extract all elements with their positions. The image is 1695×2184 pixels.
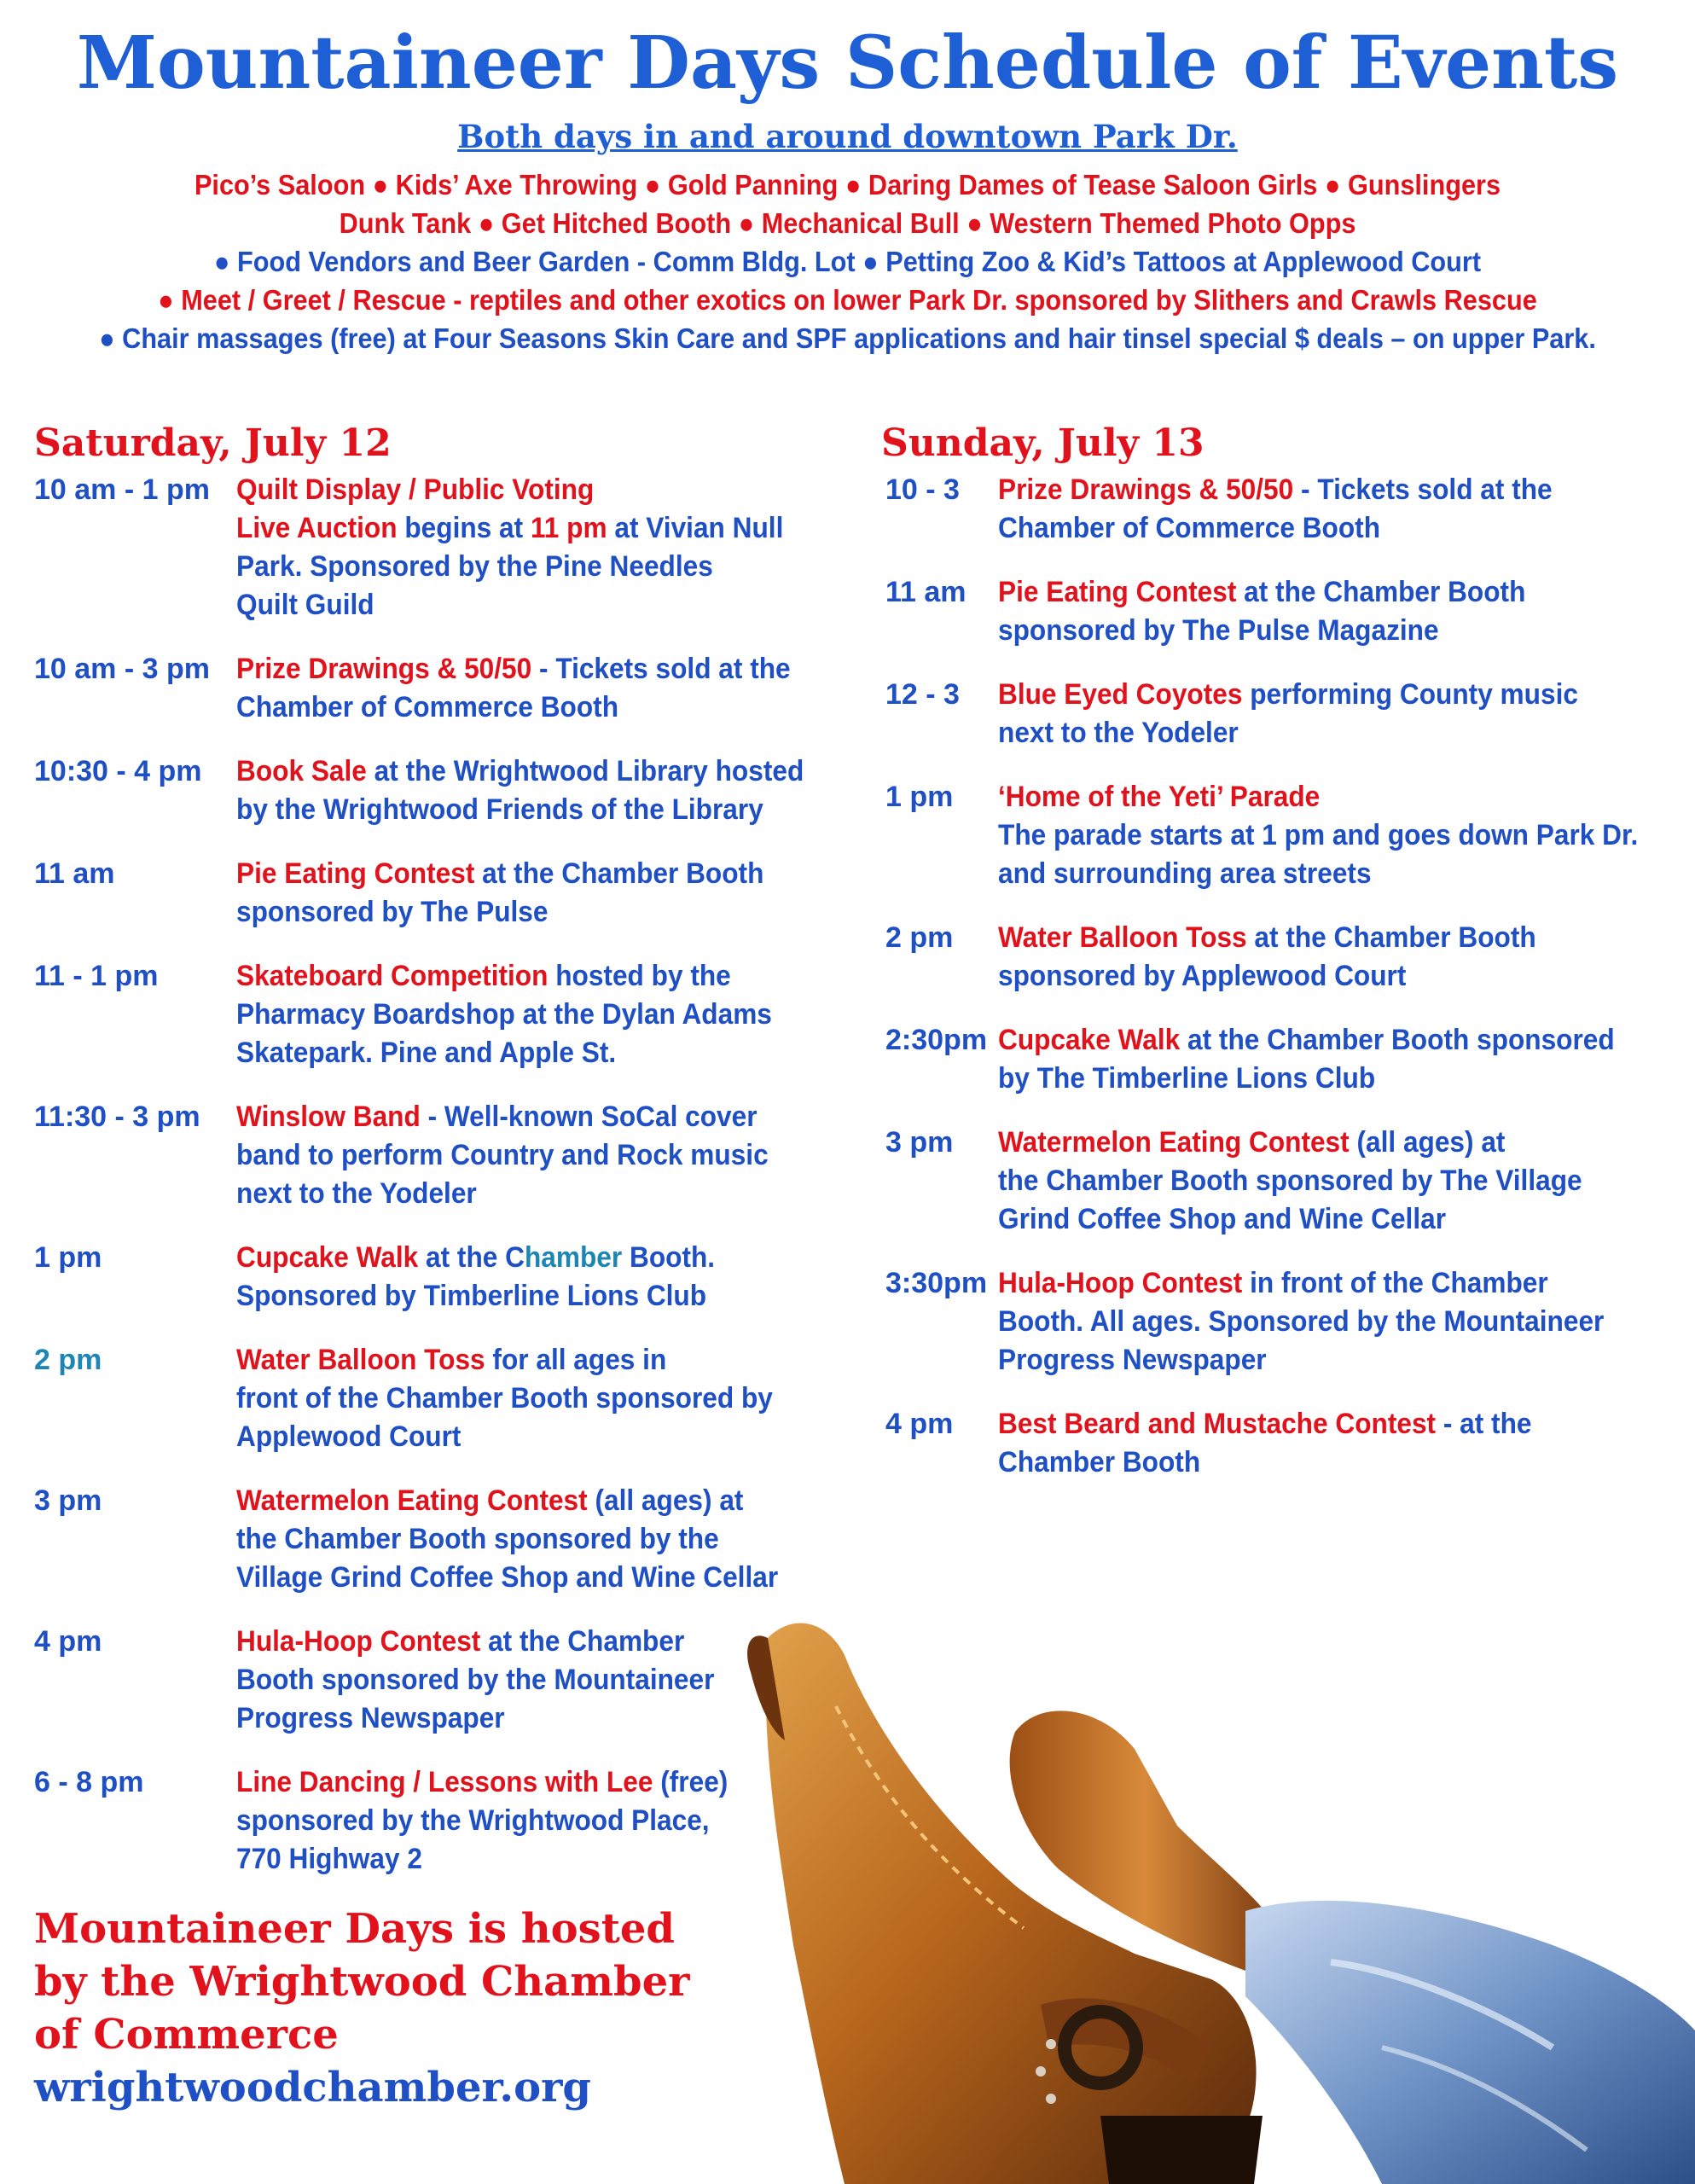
event-time: 3:30pm xyxy=(885,1267,988,1299)
sunday-event-yeti-parade xyxy=(885,778,1687,893)
event-text: (all ages) at xyxy=(587,1484,744,1517)
event-text: at Vivian Null xyxy=(607,512,784,544)
event-description xyxy=(998,1124,1687,1239)
saturday-event-quilt xyxy=(34,471,845,624)
event-highlight: Hula-Hoop Contest xyxy=(998,1267,1243,1299)
features-line-3: ● Food Vendors and Beer Garden - Comm Bldg. Lot ● Petting Zoo & Kid’s Tattoos at Applewood Court xyxy=(213,246,1482,277)
event-time: 2:30pm xyxy=(885,1024,988,1056)
event-text: Park. Sponsored by the Pine Needles xyxy=(236,550,713,583)
event-text: next to the Yodeler xyxy=(998,717,1239,749)
event-text: Chamber Booth xyxy=(998,1446,1201,1478)
event-time: 11 - 1 pm xyxy=(34,960,159,992)
event-description xyxy=(998,1405,1687,1482)
event-text: Booth. All ages. Sponsored by the Mountaineer xyxy=(998,1305,1605,1338)
event-time: 10 am - 3 pm xyxy=(34,653,210,685)
event-highlight: ‘Home of the Yeti’ Parade xyxy=(998,781,1321,813)
event-time: 11:30 - 3 pm xyxy=(34,1101,200,1133)
sunday-event-hula-hoop xyxy=(885,1264,1687,1380)
sunday-event-water-balloon xyxy=(885,919,1687,996)
event-text: Progress Newspaper xyxy=(236,1702,505,1734)
event-text: Booth. xyxy=(622,1241,716,1274)
event-description xyxy=(998,778,1687,893)
event-description xyxy=(236,855,845,932)
saturday-event-line-dancing xyxy=(34,1763,845,1879)
event-description xyxy=(998,471,1687,548)
event-highlight: Pie Eating Contest xyxy=(998,576,1237,608)
sunday-event-prize-drawings xyxy=(885,471,1687,548)
event-highlight: Line Dancing / Lessons with Lee xyxy=(236,1766,653,1798)
event-text: - Tickets sold at the xyxy=(1293,473,1553,506)
event-highlight: Quilt Display / Public Voting xyxy=(236,473,595,506)
event-time: 1 pm xyxy=(34,1241,102,1274)
event-highlight: 11 pm xyxy=(530,512,607,544)
event-highlight: Watermelon Eating Contest xyxy=(236,1484,588,1517)
saturday-event-skateboard xyxy=(34,957,845,1072)
event-highlight: Prize Drawings & 50/50 xyxy=(998,473,1294,506)
event-description xyxy=(236,650,845,727)
event-text: Chamber of Commerce Booth xyxy=(998,512,1381,544)
event-text: The parade starts at 1 pm and goes down Park Dr. xyxy=(998,819,1639,851)
event-time: 10 - 3 xyxy=(885,473,960,506)
features-line-1: Pico’s Saloon ● Kids’ Axe Throwing ● Gold Panning ● Daring Dames of Tease Saloon Girls ● Gunslingers xyxy=(194,169,1501,200)
event-text: the Chamber Booth sponsored by the xyxy=(236,1523,719,1555)
event-text: at the C xyxy=(418,1241,525,1274)
event-time: 11 am xyxy=(885,576,966,608)
event-time: 3 pm xyxy=(34,1484,102,1517)
event-highlight: Hula-Hoop Contest xyxy=(236,1625,481,1658)
event-text: Village Grind Coffee Shop and Wine Cellar xyxy=(236,1561,779,1594)
event-time: 3 pm xyxy=(885,1126,954,1159)
features-line-2: Dunk Tank ● Get Hitched Booth ● Mechanical Bull ● Western Themed Photo Opps xyxy=(339,207,1356,239)
page-title: Mountaineer Days Schedule of Events xyxy=(76,20,1619,106)
saturday-event-hula-hoop xyxy=(34,1623,845,1738)
event-highlight: Blue Eyed Coyotes xyxy=(998,678,1243,711)
event-time: 10:30 - 4 pm xyxy=(34,755,202,787)
host-line-2: by the Wrightwood Chamber xyxy=(34,1958,690,2006)
event-text: Quilt Guild xyxy=(236,589,374,621)
event-description xyxy=(998,573,1687,650)
saturday-heading: Saturday, July 12 xyxy=(34,421,392,465)
features-list xyxy=(60,166,1636,357)
host-footer xyxy=(34,1902,802,2114)
host-line-3: of Commerce xyxy=(34,2011,339,2059)
event-time: 12 - 3 xyxy=(885,678,960,711)
jeans-shape xyxy=(1245,1901,1695,2184)
event-text: sponsored by Applewood Court xyxy=(998,960,1407,992)
event-text: at the Chamber Booth xyxy=(1236,576,1526,608)
event-text: by The Timberline Lions Club xyxy=(998,1062,1376,1095)
event-text: Progress Newspaper xyxy=(998,1344,1267,1376)
event-text: band to perform Country and Rock music xyxy=(236,1139,769,1171)
event-highlight: Pie Eating Contest xyxy=(236,857,475,890)
event-time: 6 - 8 pm xyxy=(34,1766,144,1798)
event-text: Pharmacy Boardshop at the Dylan Adams xyxy=(236,998,772,1031)
event-text: at the Chamber Booth xyxy=(474,857,764,890)
location-subtitle: Both days in and around downtown Park Dr. xyxy=(457,118,1238,155)
event-description xyxy=(236,1239,845,1316)
event-text: sponsored by the Wrightwood Place, xyxy=(236,1804,710,1837)
event-highlight: Water Balloon Toss xyxy=(998,921,1247,954)
event-text: - at the xyxy=(1436,1408,1532,1440)
event-highlight: Best Beard and Mustache Contest xyxy=(998,1408,1437,1440)
saturday-event-cupcake-walk xyxy=(34,1239,845,1316)
event-text: and surrounding area streets xyxy=(998,857,1372,890)
event-text: Skatepark. Pine and Apple St. xyxy=(236,1037,617,1069)
event-text: Booth sponsored by the Mountaineer xyxy=(236,1664,715,1696)
event-text: Applewood Court xyxy=(236,1420,461,1453)
saturday-event-watermelon xyxy=(34,1482,845,1597)
sunday-event-watermelon xyxy=(885,1124,1687,1239)
event-highlight: Live Auction xyxy=(236,512,398,544)
features-line-4: ● Meet / Greet / Rescue - reptiles and other exotics on lower Park Dr. sponsored by Slithers and Crawls Rescue xyxy=(158,284,1537,316)
event-text: performing County music xyxy=(1242,678,1578,711)
saturday-event-water-balloon xyxy=(34,1341,845,1456)
event-text: (free) xyxy=(653,1766,729,1798)
event-highlight: Skateboard Competition xyxy=(236,960,549,992)
saturday-event-winslow-band xyxy=(34,1098,845,1213)
event-text: sponsored by The Pulse xyxy=(236,896,549,928)
event-text: 770 Highway 2 xyxy=(236,1843,422,1875)
event-time: 10 am - 1 pm xyxy=(34,473,210,506)
event-text: at the Chamber Booth xyxy=(1246,921,1536,954)
event-time: 4 pm xyxy=(34,1625,102,1658)
event-description xyxy=(998,676,1687,752)
event-text: - Well-known SoCal cover xyxy=(420,1101,758,1133)
event-text: Grind Coffee Shop and Wine Cellar xyxy=(998,1203,1447,1235)
event-highlight: Cupcake Walk xyxy=(236,1241,419,1274)
event-text: at the Chamber Booth sponsored xyxy=(1180,1024,1615,1056)
sunday-event-best-beard xyxy=(885,1405,1687,1482)
sunday-event-pie-eating xyxy=(885,573,1687,650)
event-highlight: Cupcake Walk xyxy=(998,1024,1181,1056)
event-time: 4 pm xyxy=(885,1408,954,1440)
event-description xyxy=(998,919,1687,996)
event-text: Sponsored by Timberline Lions Club xyxy=(236,1280,707,1312)
sunday-event-cupcake-walk xyxy=(885,1021,1687,1098)
event-highlight: Water Balloon Toss xyxy=(236,1344,485,1376)
event-text: the Chamber Booth sponsored by The Village xyxy=(998,1165,1582,1197)
saturday-event-pie-eating xyxy=(34,855,845,932)
event-description xyxy=(236,1098,845,1213)
event-text: next to the Yodeler xyxy=(236,1177,477,1210)
sunday-event-blue-eyed-coyotes xyxy=(885,676,1687,752)
host-line-1: Mountaineer Days is hosted xyxy=(34,1905,675,1953)
event-description xyxy=(236,752,846,829)
event-description xyxy=(236,471,845,624)
sunday-events xyxy=(885,471,1687,1507)
event-text: front of the Chamber Booth sponsored by xyxy=(236,1382,773,1414)
saturday-events xyxy=(34,471,845,1904)
cowboy-boots-illustration xyxy=(734,1604,1695,2184)
event-text: in front of the Chamber xyxy=(1242,1267,1548,1299)
saturday-event-book-sale xyxy=(34,752,845,829)
event-text-accent: hamber xyxy=(524,1241,623,1274)
event-text: by the Wrightwood Friends of the Library xyxy=(236,793,763,826)
event-text: sponsored by The Pulse Magazine xyxy=(998,614,1439,647)
event-text: (all ages) at xyxy=(1349,1126,1506,1159)
event-highlight: Book Sale xyxy=(236,755,367,787)
event-highlight: Prize Drawings & 50/50 xyxy=(236,653,532,685)
sunday-heading: Sunday, July 13 xyxy=(881,421,1204,465)
event-text: at the Wrightwood Library hosted xyxy=(366,755,804,787)
event-description xyxy=(236,957,845,1072)
website-link[interactable]: wrightwoodchamber.org xyxy=(34,2064,591,2111)
event-text: begins at xyxy=(397,512,531,544)
event-time: 2 pm xyxy=(885,921,954,954)
event-time: 2 pm xyxy=(34,1344,102,1376)
saturday-event-prize-drawings xyxy=(34,650,845,727)
features-line-5: ● Chair massages (free) at Four Seasons Skin Care and SPF applications and hair tinsel special $ deals – on upper Park. xyxy=(99,322,1596,354)
event-description xyxy=(998,1021,1687,1098)
event-description xyxy=(236,1341,845,1456)
event-text: Chamber of Commerce Booth xyxy=(236,691,619,723)
event-text: hosted by the xyxy=(548,960,731,992)
event-description xyxy=(998,1264,1687,1380)
event-description xyxy=(236,1482,845,1597)
event-highlight: Winslow Band xyxy=(236,1101,421,1133)
event-text: - Tickets sold at the xyxy=(531,653,791,685)
event-highlight: Watermelon Eating Contest xyxy=(998,1126,1350,1159)
event-text: at the Chamber xyxy=(480,1625,685,1658)
event-time: 1 pm xyxy=(885,781,954,813)
event-text: for all ages in xyxy=(485,1344,667,1376)
event-time: 11 am xyxy=(34,857,115,890)
